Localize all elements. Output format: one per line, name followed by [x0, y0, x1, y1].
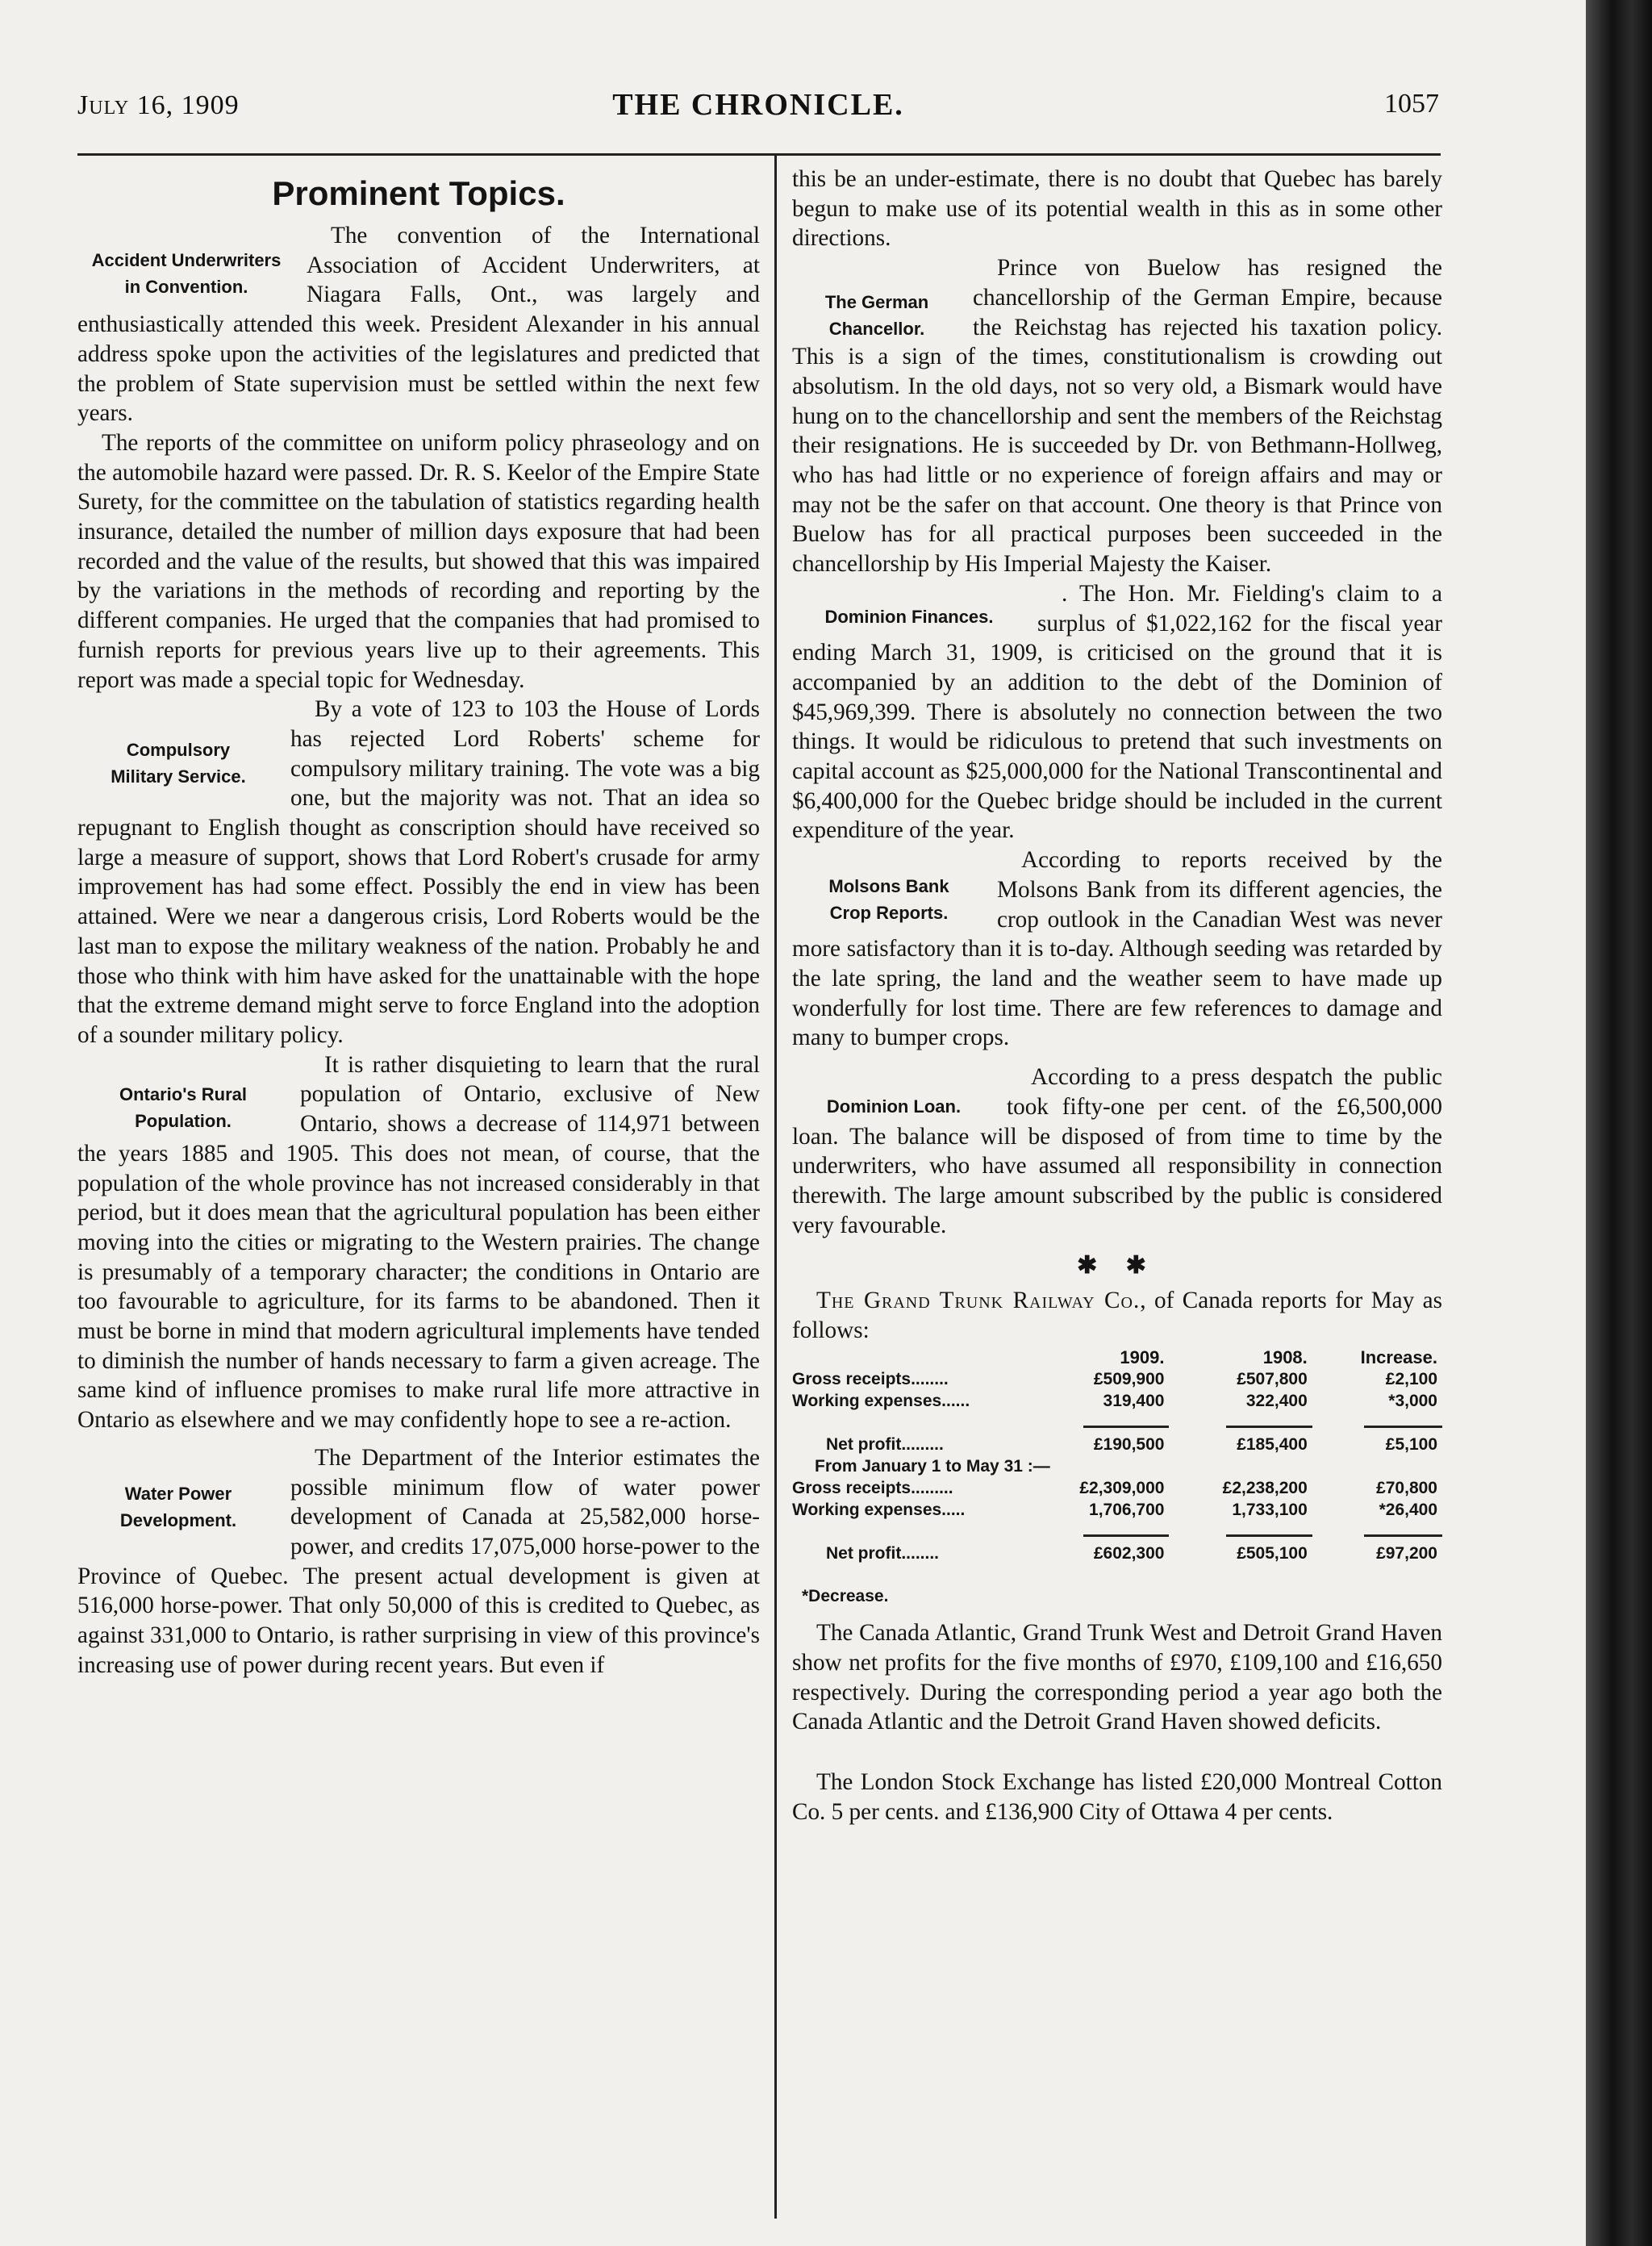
- table-row: Net profit......... £190,500 £185,400 £5,100: [826, 1435, 1437, 1455]
- article-body: By a vote of 123 to 103 the House of Lords has rejected Lord Roberts' scheme for compulsory military training. The vote was a big one, but the majority was not. That an idea so repugnant to English thought as conscription should have received so large a measure of support, shows that Lord Robert's crusade for army improvement has had some effect. Possibly the end in view has been attained. Were we near a dangerous crisis, Lord Roberts would be the last man to expose the military weakness of the nation. Probably he and those who think with him have asked for the unattainable with the hope that the extreme demand might serve to force England into the adoption of a sounder military policy.: [77, 696, 760, 1048]
- article-continuation: this be an under-estimate, there is no doubt that Quebec has barely begun to make use of its potential wealth in this as in some other directions.: [792, 166, 1442, 252]
- article-dominion-finances: [792, 579, 1442, 845]
- article-dominion-loan: [792, 1062, 1442, 1240]
- table-row: From January 1 to May 31 :—: [815, 1457, 1050, 1476]
- right-column: [792, 165, 1442, 1826]
- table-rule: [792, 1521, 1442, 1543]
- table-row: Working expenses..... 1,706,700 1,733,100 *26,400: [792, 1501, 1437, 1520]
- table-row: Net profit........ £602,300 £505,100 £97,200: [826, 1544, 1437, 1563]
- table-rule: [792, 1412, 1442, 1434]
- article-ontario-population: [77, 1050, 760, 1435]
- sidehead-molsons: Molsons Bank Crop Reports.: [828, 876, 949, 924]
- article-body: The reports of the committee on uniform policy phraseology and on the automobile hazard were passed. Dr. R. S. Keelor of the Empire State Surety, for the committee on the tabulation of statistics regarding health insurance, detailed the number of million days exposure that had been recorded and the value of the results, but showed that this was impaired by the variations in the methods of recording and reporting by the different companies. He urged that the companies that had promised to furnish reports for previous years live up to their agreements. This report was made a special topic for Wednesday.: [77, 429, 760, 693]
- article-accident-underwriters: [77, 221, 760, 695]
- table-row: Gross receipts........ £509,900 £507,800 £2,100: [792, 1370, 1437, 1389]
- column-header: 1908.: [1262, 1347, 1308, 1368]
- sidehead-german: The German Chancellor.: [824, 292, 929, 340]
- book-binding-edge: [1586, 0, 1652, 2246]
- issue-date: July 16, 1909: [77, 90, 240, 120]
- article-water-power: [77, 1443, 760, 1680]
- article-body: The Department of the Interior estimates the possible minimum flow of water power development of Canada at 25,582,000 horse-power, and credits 17,075,000 horse-power to the Province of Quebec. The present actual development is given at 516,000 horse-power. That only 50,000 of this is credited to Quebec, as against 331,000 to Ontario, is rather surprising in view of this province's increasing use of power during recent years. But even if: [77, 1444, 760, 1678]
- section-ornament: ✱ ✱: [1077, 1252, 1158, 1280]
- table-footnote: *Decrease.: [802, 1587, 889, 1606]
- column-header: Increase.: [1360, 1347, 1437, 1368]
- article-molsons-bank: [792, 845, 1442, 1053]
- article-body: According to a press despatch the public took fifty-one per cent. of the £6,500,000 loan. The balance will be disposed of from time to time by the underwriters, who have assumed all responsibility in connection therewith. The large amount subscribed by the public is considered very favourable.: [792, 1064, 1442, 1238]
- left-column: [77, 169, 760, 1680]
- publication-title: THE CHRONICLE.: [612, 88, 904, 122]
- section-title: Prominent Topics.: [272, 174, 565, 212]
- article-body: It is rather disquieting to learn that the rural population of Ontario, exclusive of New Ontario, shows a decrease of 114,971 between the years 1885 and 1905. This does not mean, of course, that the population of the whole province has not increased considerably in that period, but it does mean that the agricultural population has been either moving into the cities or migrating to the Western prairies. The change is presumably of a temporary character; the conditions in Ontario are too favourable to agriculture, for its farms to be abandoned. Then it must be borne in mind that modern agricultural implements have tended to diminish the number of hands necessary to farm a given acreage. The same kind of influence promises to make rural life more attractive in Ontario as elsewhere and we may confidently hope to see a re-action.: [77, 1051, 760, 1434]
- sidehead-finances: Dominion Finances.: [824, 606, 994, 627]
- grand-trunk-intro: The Grand Trunk Railway Co., of Canada reports for May as follows:: [792, 1288, 1442, 1343]
- sidehead-water: Water Power Development.: [119, 1483, 237, 1530]
- column-rule: [774, 153, 777, 2219]
- article-london-exchange: The London Stock Exchange has listed £20,000 Montreal Cotton Co. 5 per cents. and £136,900 City of Ottawa 4 per cents.: [792, 1768, 1442, 1825]
- table-row: Working expenses...... 319,400 322,400 *3,000: [792, 1392, 1437, 1411]
- header-rule: [77, 153, 1441, 156]
- article-body: The convention of the International Association of Accident Underwriters, at Niagara Falls, Ont., was largely and enthusiastically attended this week. President Alexander in his annual address spoke upon the activities of the legislatures and predicted that the problem of State supervision must be settled within the next few years.: [77, 223, 760, 427]
- page-header: [77, 87, 1439, 127]
- grand-trunk-table: [792, 1346, 1442, 1564]
- page-number: 1057: [1384, 89, 1439, 119]
- sidehead-accident: Accident Underwriters in Convention.: [91, 250, 282, 297]
- sidehead-loan: Dominion Loan.: [826, 1096, 962, 1117]
- article-german-chancellor: [792, 253, 1442, 579]
- sidehead-ontario: Ontario's Rural Population.: [119, 1083, 248, 1131]
- article-body: Prince von Buelow has resigned the chancellorship of the German Empire, because the Reichstag has rejected his taxation policy. This is a sign of the times, constitutionalism is crowding out absolutism. In the old days, not so very old, a Bismark would have hung on to the chancellorship and sent the members of the Reichstag their resignations. He is succeeded by Dr. von Bethmann-Hollweg, who has had little or no experience of foreign affairs and may or may not be the safer on that account. One theory is that Prince von Buelow has for all practical purposes been succeeded in the chancellorship by His Imperial Majesty the Kaiser.: [792, 255, 1442, 578]
- sidehead-military: Compulsory Military Service.: [111, 740, 246, 787]
- article-compulsory-military: [77, 695, 760, 1050]
- column-header: 1909.: [1120, 1347, 1165, 1368]
- article-body: . The Hon. Mr. Fielding's claim to a surplus of $1,022,162 for the fiscal year ending March 31, 1909, is criticised on the ground that it is accompanied by an addition to the debt of the Dominion of $45,969,399. There is absolutely no connection between the two things. It would be ridiculous to pretend that such investments on capital account as $25,000,000 for the National Transcontinental and $6,400,000 for the Quebec bridge should be included in the current expenditure of the year.: [792, 580, 1442, 844]
- article-canada-atlantic: The Canada Atlantic, Grand Trunk West and Detroit Grand Haven show net profits for the five months of £970, £109,100 and £16,650 respectively. During the corresponding period a year ago both the Canada Atlantic and the Detroit Grand Haven showed deficits.: [792, 1620, 1442, 1735]
- article-body: According to reports received by the Molsons Bank from its different agencies, the crop outlook in the Canadian West was never more satisfactory than it is to-day. Although seeding was retarded by the late spring, the land and the weather seem to have made up wonderfully for lost time. There are few references to damage and many to bumper crops.: [792, 847, 1442, 1051]
- table-row: Gross receipts......... £2,309,000 £2,238,200 £70,800: [792, 1479, 1437, 1498]
